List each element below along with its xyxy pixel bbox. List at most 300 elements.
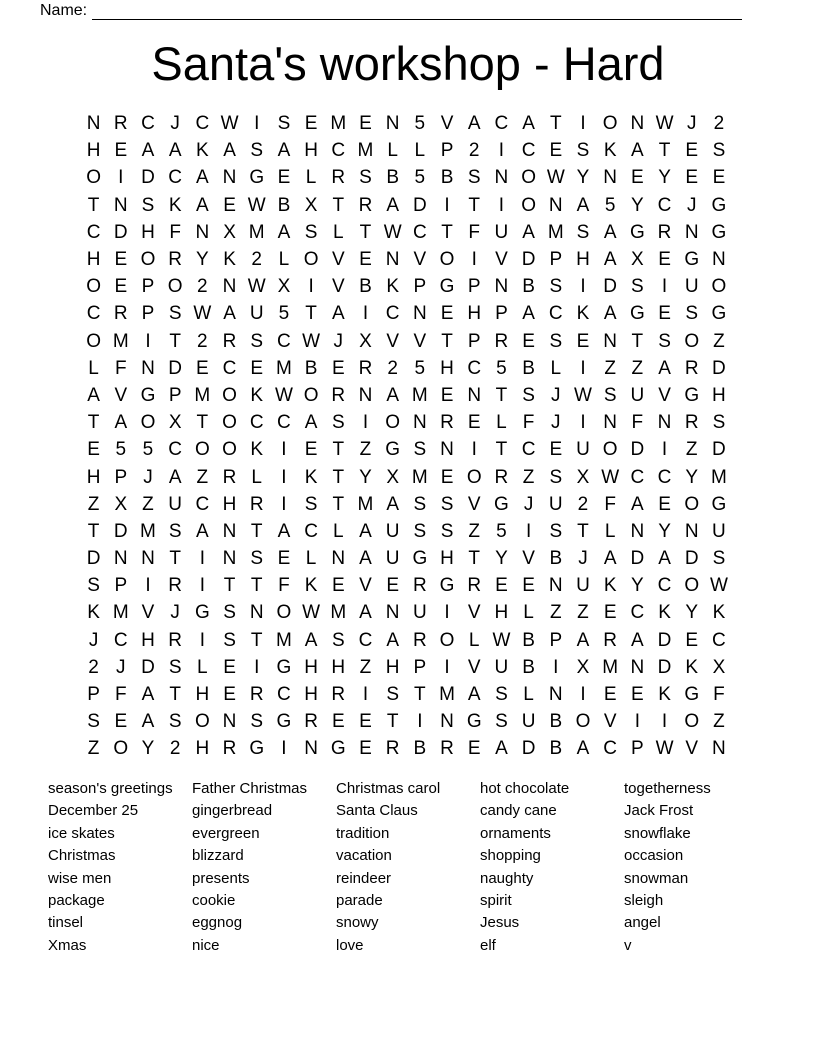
- grid-letter: N: [222, 520, 237, 542]
- grid-letter: K: [603, 575, 617, 597]
- word-list-item: snowflake: [624, 824, 691, 842]
- grid-letter: E: [114, 711, 128, 733]
- grid-letter: E: [603, 684, 617, 706]
- puzzle-title: Santa's workshop - Hard: [151, 37, 665, 90]
- grid-letter: 5: [414, 113, 426, 135]
- grid-letter: I: [362, 684, 369, 706]
- grid-letter: C: [195, 113, 210, 135]
- grid-letter: E: [359, 711, 372, 733]
- grid-letter: A: [576, 194, 590, 216]
- grid-letter: L: [387, 140, 398, 162]
- grid-letter: A: [223, 303, 236, 325]
- grid-letter: T: [196, 412, 209, 434]
- word-list-item: Christmas carol: [336, 780, 441, 797]
- grid-letter: A: [168, 466, 182, 488]
- grid-letter: C: [603, 738, 618, 760]
- word-list-item: snowman: [624, 869, 689, 887]
- grid-letter: E: [685, 167, 699, 189]
- grid-letter: S: [495, 684, 508, 706]
- word-list-item: wise men: [48, 869, 112, 887]
- grid-letter: N: [603, 412, 618, 434]
- grid-letter: S: [304, 221, 318, 243]
- grid-letter: S: [223, 629, 236, 651]
- grid-letter: K: [250, 384, 264, 406]
- grid-letter: R: [113, 113, 128, 135]
- grid-letter: E: [631, 167, 644, 189]
- grid-letter: R: [168, 575, 183, 597]
- grid-letter: H: [494, 602, 509, 624]
- grid-letter: S: [87, 711, 100, 733]
- grid-letter: C: [412, 221, 427, 243]
- grid-letter: A: [277, 221, 291, 243]
- grid-letter: O: [439, 629, 455, 651]
- grid-letter: T: [169, 684, 181, 706]
- grid-letter: S: [549, 276, 563, 298]
- grid-letter: G: [466, 711, 482, 733]
- grid-letter: K: [196, 140, 209, 162]
- grid-letter: H: [141, 629, 155, 651]
- grid-letter: L: [523, 602, 534, 624]
- grid-letter: E: [440, 466, 454, 488]
- grid-letter: L: [604, 520, 616, 542]
- word-list-item: candy cane: [480, 802, 557, 820]
- grid-letter: I: [444, 656, 450, 678]
- grid-letter: V: [467, 656, 481, 678]
- grid-letter: L: [523, 684, 534, 706]
- grid-letter: S: [250, 330, 264, 352]
- grid-letter: A: [658, 357, 671, 379]
- grid-letter: S: [168, 520, 182, 542]
- grid-letter: H: [467, 303, 482, 325]
- grid-letter: V: [467, 493, 481, 515]
- grid-letter: E: [685, 140, 699, 162]
- grid-letter: H: [440, 357, 454, 379]
- grid-letter: J: [143, 466, 153, 488]
- grid-letter: T: [223, 575, 236, 597]
- grid-letter: S: [168, 656, 182, 678]
- grid-letter: K: [576, 303, 590, 325]
- word-list-item: tradition: [336, 824, 390, 842]
- grid-letter: N: [548, 194, 563, 216]
- grid-letter: S: [331, 629, 345, 651]
- grid-letter: T: [359, 221, 372, 243]
- grid-letter: J: [170, 602, 180, 624]
- grid-letter: W: [709, 575, 728, 597]
- grid-letter: R: [331, 384, 346, 406]
- grid-letter: I: [580, 113, 586, 135]
- grid-letter: A: [359, 520, 372, 542]
- grid-letter: H: [331, 656, 346, 678]
- word-list-item: togetherness: [624, 780, 711, 797]
- grid-letter: R: [331, 684, 346, 706]
- grid-letter: J: [686, 113, 697, 135]
- grid-letter: A: [658, 548, 671, 570]
- grid-letter: A: [87, 384, 100, 406]
- grid-letter: 2: [577, 493, 589, 515]
- grid-letter: E: [386, 575, 399, 597]
- grid-letter: H: [222, 493, 237, 515]
- grid-letter: V: [658, 384, 671, 406]
- grid-letter: P: [549, 249, 563, 271]
- grid-letter: G: [330, 738, 346, 760]
- grid-letter: R: [684, 357, 699, 379]
- grid-letter: T: [169, 548, 181, 570]
- word-list-item: elf: [480, 936, 496, 954]
- grid-letter: I: [254, 656, 260, 678]
- grid-letter: S: [631, 276, 644, 298]
- grid-letter: J: [333, 330, 344, 352]
- grid-letter: D: [86, 548, 101, 570]
- grid-letter: V: [114, 384, 128, 406]
- grid-letter: E: [658, 249, 671, 271]
- grid-letter: G: [439, 276, 455, 298]
- grid-letter: I: [580, 357, 586, 379]
- grid-letter: B: [304, 357, 318, 379]
- word-list-item: Santa Claus: [336, 802, 418, 820]
- grid-letter: D: [141, 656, 155, 678]
- grid-letter: C: [304, 520, 318, 542]
- grid-letter: N: [548, 575, 563, 597]
- grid-letter: A: [631, 140, 644, 162]
- grid-letter: 2: [197, 276, 208, 298]
- grid-letter: M: [140, 520, 156, 542]
- grid-letter: S: [603, 384, 617, 406]
- grid-letter: B: [549, 548, 563, 570]
- word-list-item: season's greetings: [48, 780, 173, 797]
- grid-letter: W: [220, 113, 239, 135]
- grid-letter: R: [222, 738, 237, 760]
- grid-letter: 5: [414, 167, 426, 189]
- grid-letter: G: [629, 303, 645, 325]
- grid-letter: R: [440, 738, 454, 760]
- grid-letter: T: [332, 439, 345, 461]
- grid-letter: R: [358, 357, 373, 379]
- grid-letter: B: [522, 357, 535, 379]
- grid-letter: X: [304, 194, 318, 216]
- word-list-item: eggnog: [192, 914, 243, 932]
- grid-letter: T: [386, 711, 399, 733]
- grid-letter: J: [116, 656, 126, 678]
- grid-letter: Z: [87, 738, 100, 760]
- grid-letter: P: [141, 276, 155, 298]
- grid-letter: N: [630, 656, 645, 678]
- grid-letter: N: [249, 602, 264, 624]
- grid-letter: G: [385, 439, 401, 461]
- word-list-item: nice: [192, 936, 220, 954]
- grid-letter: 2: [713, 113, 725, 135]
- grid-letter: G: [494, 493, 509, 515]
- grid-letter: C: [494, 113, 509, 135]
- grid-letter: S: [712, 140, 726, 162]
- grid-letter: V: [386, 330, 399, 352]
- grid-letter: U: [521, 711, 536, 733]
- grid-letter: B: [277, 194, 291, 216]
- grid-letter: E: [603, 602, 617, 624]
- grid-letter: O: [521, 167, 536, 189]
- grid-letter: P: [141, 303, 155, 325]
- grid-letter: N: [440, 439, 454, 461]
- grid-letter: T: [87, 520, 100, 542]
- grid-letter: N: [222, 276, 237, 298]
- grid-letter: P: [467, 330, 481, 352]
- grid-letter: I: [417, 711, 423, 733]
- grid-letter: O: [684, 711, 700, 733]
- grid-letter: X: [712, 656, 726, 678]
- grid-letter: R: [657, 221, 672, 243]
- grid-letter: G: [276, 711, 292, 733]
- grid-letter: H: [86, 466, 101, 488]
- grid-letter: N: [684, 520, 699, 542]
- grid-letter: O: [113, 738, 129, 760]
- grid-letter: K: [304, 466, 318, 488]
- grid-letter: G: [629, 221, 645, 243]
- grid-letter: C: [521, 439, 536, 461]
- grid-letter: I: [525, 520, 532, 542]
- grid-letter: I: [145, 575, 151, 597]
- grid-letter: W: [655, 738, 674, 760]
- grid-letter: S: [495, 711, 508, 733]
- grid-letter: N: [603, 167, 618, 189]
- grid-letter: L: [305, 548, 317, 570]
- word-list-item: cookie: [192, 892, 236, 910]
- grid-letter: O: [385, 412, 401, 434]
- grid-letter: H: [195, 738, 210, 760]
- grid-letter: N: [385, 602, 400, 624]
- grid-letter: R: [168, 629, 183, 651]
- grid-letter: J: [578, 548, 588, 570]
- grid-letter: O: [575, 711, 591, 733]
- grid-letter: M: [439, 684, 455, 706]
- grid-letter: S: [359, 167, 372, 189]
- grid-letter: O: [194, 439, 210, 461]
- grid-letter: C: [548, 303, 563, 325]
- grid-letter: M: [248, 221, 265, 243]
- grid-letter: M: [411, 466, 428, 488]
- grid-letter: X: [576, 656, 590, 678]
- grid-letter: S: [467, 167, 481, 189]
- grid-letter: N: [222, 548, 237, 570]
- grid-letter: Y: [685, 602, 699, 624]
- grid-letter: W: [302, 330, 321, 352]
- grid-letter: E: [304, 113, 318, 135]
- grid-letter: E: [114, 249, 128, 271]
- grid-letter: Z: [631, 357, 644, 379]
- grid-letter: W: [574, 384, 592, 406]
- grid-letter: M: [112, 602, 129, 624]
- grid-letter: M: [275, 629, 292, 651]
- grid-letter: A: [223, 140, 236, 162]
- grid-letter: 2: [88, 656, 99, 678]
- word-list-item: blizzard: [192, 847, 244, 865]
- grid-letter: N: [630, 520, 645, 542]
- grid-letter: G: [249, 738, 265, 760]
- grid-letter: C: [712, 629, 726, 651]
- grid-letter: P: [413, 276, 427, 298]
- grid-letter: S: [386, 684, 399, 706]
- grid-letter: M: [602, 656, 619, 678]
- grid-letter: E: [359, 738, 372, 760]
- grid-letter: C: [657, 575, 672, 597]
- grid-letter: D: [657, 656, 672, 678]
- grid-letter: K: [712, 602, 726, 624]
- grid-letter: U: [385, 520, 400, 542]
- grid-letter: G: [684, 684, 700, 706]
- grid-letter: T: [577, 520, 589, 542]
- grid-letter: S: [413, 439, 427, 461]
- grid-letter: A: [359, 548, 372, 570]
- word-list-column: [624, 778, 768, 957]
- grid-letter: I: [308, 276, 314, 298]
- word-list-item: love: [336, 936, 364, 954]
- word-list-item: Jack Frost: [624, 802, 694, 820]
- grid-letter: V: [522, 548, 535, 570]
- grid-letter: B: [522, 276, 535, 298]
- grid-letter: D: [168, 357, 183, 379]
- grid-letter: I: [444, 602, 450, 624]
- grid-letter: B: [549, 711, 563, 733]
- grid-letter: N: [712, 738, 726, 760]
- grid-letter: Y: [685, 466, 699, 488]
- grid-letter: N: [712, 249, 726, 271]
- grid-letter: 2: [251, 249, 262, 271]
- grid-letter: 2: [197, 330, 208, 352]
- grid-letter: M: [710, 466, 727, 488]
- grid-letter: I: [118, 167, 124, 189]
- grid-letter: C: [168, 167, 183, 189]
- grid-letter: 5: [142, 439, 154, 461]
- grid-letter: I: [661, 711, 668, 733]
- grid-letter: E: [631, 684, 644, 706]
- grid-letter: C: [141, 113, 155, 135]
- grid-letter: G: [711, 221, 727, 243]
- grid-letter: Z: [604, 357, 616, 379]
- grid-letter: 5: [278, 303, 290, 325]
- grid-letter: F: [114, 357, 127, 379]
- word-list-item: parade: [336, 892, 383, 910]
- grid-letter: E: [223, 194, 236, 216]
- grid-letter: T: [631, 330, 644, 352]
- grid-letter: Y: [359, 466, 372, 488]
- grid-letter: G: [711, 493, 727, 515]
- word-list-item: sleigh: [624, 892, 664, 910]
- grid-letter: S: [168, 711, 182, 733]
- grid-letter: N: [86, 113, 101, 135]
- grid-letter: D: [113, 520, 128, 542]
- grid-letter: A: [603, 249, 617, 271]
- grid-letter: U: [548, 493, 563, 515]
- grid-letter: H: [440, 548, 454, 570]
- grid-letter: E: [196, 357, 209, 379]
- grid-letter: Y: [141, 738, 155, 760]
- grid-letter: R: [467, 575, 482, 597]
- grid-letter: L: [496, 412, 507, 434]
- grid-letter: H: [712, 384, 726, 406]
- grid-letter: U: [249, 303, 264, 325]
- grid-letter: N: [358, 384, 373, 406]
- grid-letter: C: [358, 629, 373, 651]
- grid-letter: D: [712, 439, 726, 461]
- word-list-item: evergreen: [192, 824, 260, 842]
- name-row: [40, 1, 742, 20]
- grid-letter: Y: [631, 194, 644, 216]
- grid-letter: K: [87, 602, 100, 624]
- grid-letter: S: [223, 602, 236, 624]
- grid-letter: S: [87, 575, 100, 597]
- grid-letter: E: [277, 167, 291, 189]
- grid-letter: W: [302, 602, 321, 624]
- word-list-item: angel: [624, 914, 661, 932]
- grid-letter: H: [86, 249, 101, 271]
- grid-letter: I: [281, 439, 287, 461]
- grid-letter: S: [658, 330, 671, 352]
- grid-letter: S: [413, 493, 427, 515]
- grid-letter: S: [712, 412, 726, 434]
- grid-letter: X: [631, 249, 644, 271]
- grid-letter: A: [196, 167, 209, 189]
- grid-letter: H: [304, 140, 318, 162]
- grid-letter: S: [331, 412, 345, 434]
- grid-letter: I: [281, 493, 287, 515]
- grid-letter: X: [386, 466, 399, 488]
- grid-letter: S: [141, 194, 155, 216]
- grid-letter: V: [495, 249, 508, 271]
- word-list-item: vacation: [336, 847, 392, 865]
- grid-letter: A: [467, 113, 481, 135]
- grid-letter: W: [193, 303, 212, 325]
- grid-letter: A: [386, 629, 399, 651]
- grid-letter: U: [168, 493, 183, 515]
- grid-letter: L: [305, 167, 317, 189]
- grid-letter: L: [88, 357, 99, 379]
- grid-letter: W: [247, 276, 266, 298]
- grid-letter: C: [113, 629, 128, 651]
- grid-letter: F: [278, 575, 290, 597]
- grid-letter: T: [87, 194, 100, 216]
- grid-letter: U: [576, 439, 590, 461]
- grid-letter: U: [576, 575, 590, 597]
- grid-letter: R: [684, 412, 699, 434]
- grid-letter: E: [87, 439, 100, 461]
- grid-letter: X: [277, 276, 291, 298]
- grid-letter: N: [603, 330, 618, 352]
- grid-letter: N: [331, 548, 346, 570]
- grid-letter: E: [440, 303, 454, 325]
- grid-letter: V: [413, 330, 427, 352]
- grid-letter: A: [359, 602, 372, 624]
- grid-letter: H: [195, 684, 210, 706]
- grid-letter: T: [468, 194, 481, 216]
- grid-letter: R: [222, 330, 237, 352]
- grid-letter: E: [658, 493, 671, 515]
- grid-letter: E: [658, 303, 671, 325]
- grid-letter: M: [357, 493, 374, 515]
- name-blank-line: [92, 1, 742, 20]
- grid-letter: B: [359, 276, 372, 298]
- grid-letter: N: [385, 113, 400, 135]
- grid-letter: O: [140, 249, 156, 271]
- grid-letter: H: [86, 140, 101, 162]
- grid-letter: N: [222, 167, 237, 189]
- grid-letter: X: [359, 330, 372, 352]
- grid-letter: K: [685, 656, 699, 678]
- grid-letter: I: [254, 113, 260, 135]
- grid-letter: F: [169, 221, 181, 243]
- grid-letter: K: [603, 140, 617, 162]
- grid-letter: I: [199, 629, 205, 651]
- word-list-item: v: [624, 936, 632, 954]
- grid-letter: T: [549, 113, 562, 135]
- word-list-item: snowy: [336, 914, 379, 932]
